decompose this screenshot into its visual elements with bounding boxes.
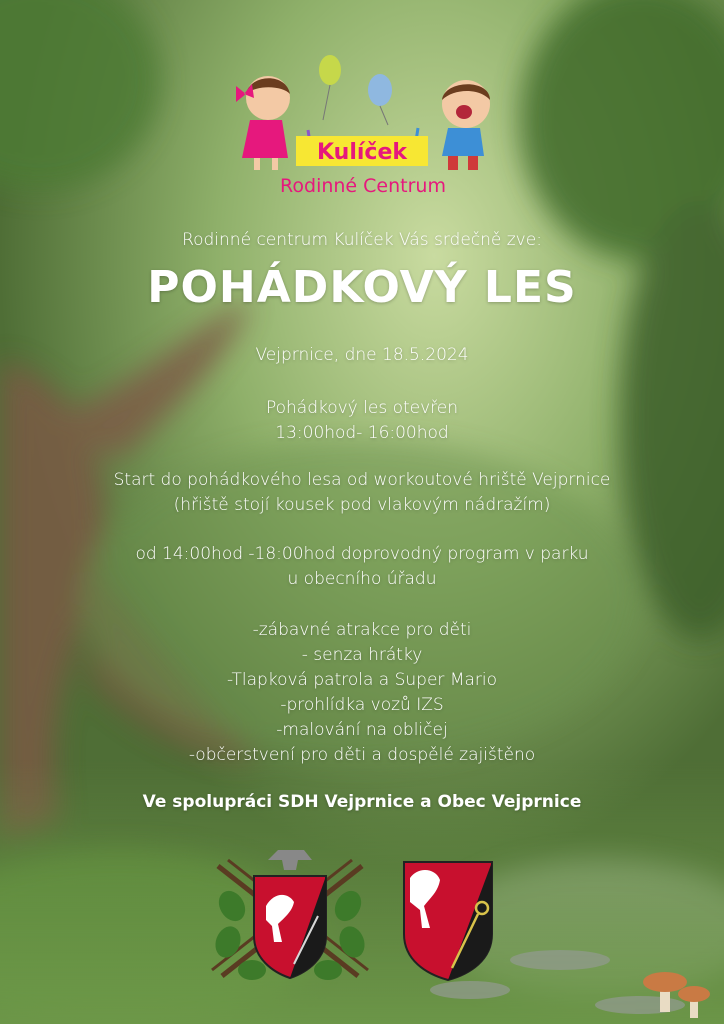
kulicek-logo [228, 50, 498, 202]
event-date: Vejprnice, dne 18.5.2024 [255, 345, 469, 365]
activities-list [0, 618, 724, 768]
program-info: od 14:00hod -18:00hod doprovodný program v parku u obecního úřadu [135, 544, 589, 589]
obec-emblem [400, 858, 496, 982]
opening-hours: Pohádkový les otevřen 13:00hod- 16:00hod [265, 398, 459, 443]
intro-text: Rodinné centrum Kulíček Vás srdečně zve: [182, 230, 542, 250]
list-item: -malování na obličej [276, 720, 448, 740]
list-item: -zábavné atrakce pro děti [252, 620, 472, 640]
svg-text:Rodinné Centrum: Rodinné Centrum [280, 175, 446, 197]
list-item: -prohlídka vozů IZS [280, 695, 444, 715]
list-item: -občerstvení pro děti a dospělé zajištěno [188, 745, 536, 765]
svg-text:Kulíček: Kulíček [317, 140, 407, 165]
cooperation-text: Ve spolupráci SDH Vejprnice a Obec Vejprnice [142, 792, 582, 812]
list-item: -Tlapková patrola a Super Mario [226, 670, 498, 690]
sdh-emblem [208, 846, 372, 982]
list-item: - senza hrátky [301, 645, 423, 665]
start-location: Start do pohádkového lesa od workoutové hriště Vejprnice (hřiště stojí kousek pod vlakovým nádražím) [113, 470, 611, 515]
page-title: POHÁDKOVÝ LES [147, 262, 577, 313]
